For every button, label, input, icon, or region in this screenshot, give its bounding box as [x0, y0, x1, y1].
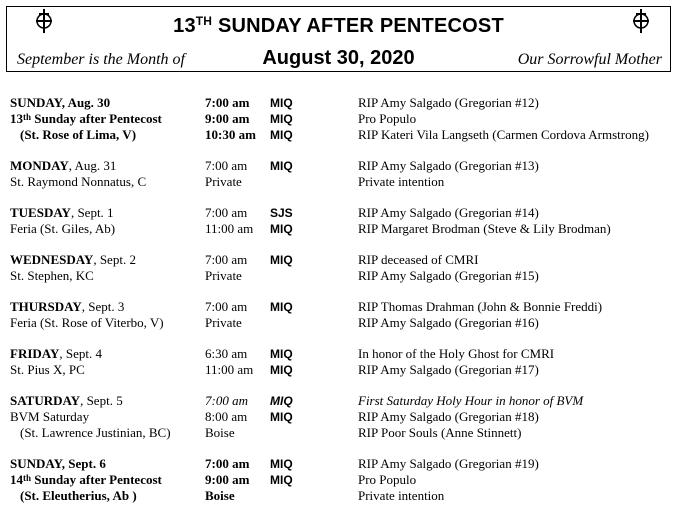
- schedule-row: [10, 268, 675, 284]
- mass-time: 10:30 am: [205, 127, 256, 142]
- location-code: MIQ: [270, 96, 293, 110]
- feast-label: St. Raymond Nonnatus, C: [10, 174, 147, 189]
- location-code: MIQ: [270, 253, 293, 267]
- feast-label: (St. Lawrence Justinian, BC): [20, 425, 171, 440]
- intention: RIP Amy Salgado (Gregorian #13): [358, 158, 539, 173]
- day-block-tuesday: [10, 205, 675, 237]
- page-title: 13TH SUNDAY AFTER PENTECOST: [173, 14, 504, 37]
- feast-label: 14th Sunday after Pentecost: [10, 472, 162, 487]
- mass-time: 8:00 am: [205, 409, 248, 424]
- location-code: MIQ: [270, 410, 293, 424]
- intention: Pro Populo: [358, 472, 417, 487]
- day-block-sunday-sept-6: [10, 456, 675, 504]
- intention: RIP Poor Souls (Anne Stinnett): [358, 425, 522, 440]
- mass-time: Boise: [205, 425, 235, 440]
- mass-time: 6:30 am: [205, 346, 248, 361]
- intention: RIP deceased of CMRI: [358, 252, 479, 267]
- schedule-row: [10, 346, 675, 362]
- day-label: SATURDAY, Sept. 5: [10, 393, 123, 408]
- day-label: SUNDAY, Aug. 30: [10, 95, 111, 110]
- schedule-row: [10, 409, 675, 425]
- feast-label: St. Stephen, KC: [10, 268, 94, 283]
- mass-time: Private: [205, 268, 242, 283]
- feast-label: 13th Sunday after Pentecost: [10, 111, 162, 126]
- mass-time: Boise: [205, 488, 235, 503]
- intention: RIP Amy Salgado (Gregorian #14): [358, 205, 539, 220]
- location-code: MIQ: [270, 112, 293, 126]
- day-label: WEDNESDAY, Sept. 2: [10, 252, 136, 267]
- schedule-row: [10, 299, 675, 315]
- location-code: MIQ: [270, 473, 293, 487]
- location-code: MIQ: [270, 457, 293, 471]
- intention: RIP Amy Salgado (Gregorian #12): [358, 95, 539, 110]
- feast-label: Feria (St. Giles, Ab): [10, 221, 116, 236]
- mass-time: 9:00 am: [205, 111, 250, 126]
- schedule-row: [10, 472, 675, 488]
- day-label: FRIDAY, Sept. 4: [10, 346, 102, 361]
- location-code: MIQ: [270, 347, 293, 361]
- patriarchal-cross-icon: [630, 8, 652, 34]
- feast-label: (St. Eleutherius, Ab ): [20, 488, 137, 503]
- location-code: SJS: [270, 206, 293, 220]
- intention: First Saturday Holy Hour in honor of BVM: [358, 393, 584, 408]
- day-block-sunday-aug-30: [10, 95, 675, 143]
- header-box: [6, 6, 671, 72]
- intention: RIP Thomas Drahman (John & Bonnie Freddi): [358, 299, 603, 314]
- intention: RIP Amy Salgado (Gregorian #15): [358, 268, 539, 283]
- mass-time: 7:00 am: [205, 205, 248, 220]
- schedule-row: [10, 205, 675, 221]
- mass-time: 7:00 am: [205, 456, 250, 471]
- schedule-row: [10, 456, 675, 472]
- mass-time: Private: [205, 315, 242, 330]
- day-block-friday: [10, 346, 675, 378]
- location-code: MIQ: [270, 300, 293, 314]
- intention: In honor of the Holy Ghost for CMRI: [358, 346, 555, 361]
- mass-time: 7:00 am: [205, 158, 248, 173]
- schedule-row: [10, 362, 675, 378]
- day-label: SUNDAY, Sept. 6: [10, 456, 106, 471]
- day-label: TUESDAY, Sept. 1: [10, 205, 114, 220]
- intention: Pro Populo: [358, 111, 417, 126]
- schedule-row: [10, 221, 675, 237]
- day-block-saturday: [10, 393, 675, 441]
- feast-label: BVM Saturday: [10, 409, 90, 424]
- month-label: September is the Month of: [17, 51, 185, 68]
- schedule-row: [10, 127, 675, 143]
- mass-time: 7:00 am: [205, 393, 248, 408]
- intention: RIP Amy Salgado (Gregorian #18): [358, 409, 539, 424]
- day-label: THURSDAY, Sept. 3: [10, 299, 125, 314]
- intention: RIP Amy Salgado (Gregorian #16): [358, 315, 539, 330]
- mass-time: Private: [205, 174, 242, 189]
- intention: RIP Amy Salgado (Gregorian #19): [358, 456, 539, 471]
- feast-label: St. Pius X, PC: [10, 362, 85, 377]
- location-code: MIQ: [270, 159, 293, 173]
- intention: RIP Kateri Vila Langseth (Carmen Cordova Armstrong): [358, 127, 649, 142]
- mass-schedule: [10, 95, 675, 504]
- day-block-monday: [10, 158, 675, 190]
- mass-time: 11:00 am: [205, 221, 254, 236]
- schedule-row: [10, 174, 675, 190]
- feast-label: (St. Rose of Lima, V): [20, 127, 137, 142]
- day-block-wednesday: [10, 252, 675, 284]
- schedule-row: [10, 95, 675, 111]
- devotion-label: Our Sorrowful Mother: [517, 51, 662, 68]
- schedule-row: [10, 111, 675, 127]
- intention: Private intention: [358, 174, 445, 189]
- mass-time: 9:00 am: [205, 472, 250, 487]
- location-code: MIQ: [270, 128, 293, 142]
- schedule-row: [10, 252, 675, 268]
- location-code: MIQ: [270, 222, 293, 236]
- intention: Private intention: [358, 488, 445, 503]
- intention: RIP Margaret Brodman (Steve & Lily Brodman): [358, 221, 611, 236]
- day-block-thursday: [10, 299, 675, 331]
- schedule-row: [10, 158, 675, 174]
- location-code: MIQ: [270, 363, 293, 377]
- schedule-row: [10, 488, 675, 504]
- mass-time: 7:00 am: [205, 252, 248, 267]
- schedule-row: [10, 393, 675, 409]
- schedule-row: [10, 425, 675, 441]
- mass-time: 7:00 am: [205, 95, 250, 110]
- intention: RIP Amy Salgado (Gregorian #17): [358, 362, 539, 377]
- location-code: MIQ: [270, 394, 293, 408]
- feast-label: Feria (St. Rose of Viterbo, V): [10, 315, 164, 330]
- date-label: August 30, 2020: [262, 47, 415, 69]
- schedule-row: [10, 315, 675, 331]
- mass-time: 11:00 am: [205, 362, 254, 377]
- day-label: MONDAY, Aug. 31: [10, 158, 117, 173]
- mass-time: 7:00 am: [205, 299, 248, 314]
